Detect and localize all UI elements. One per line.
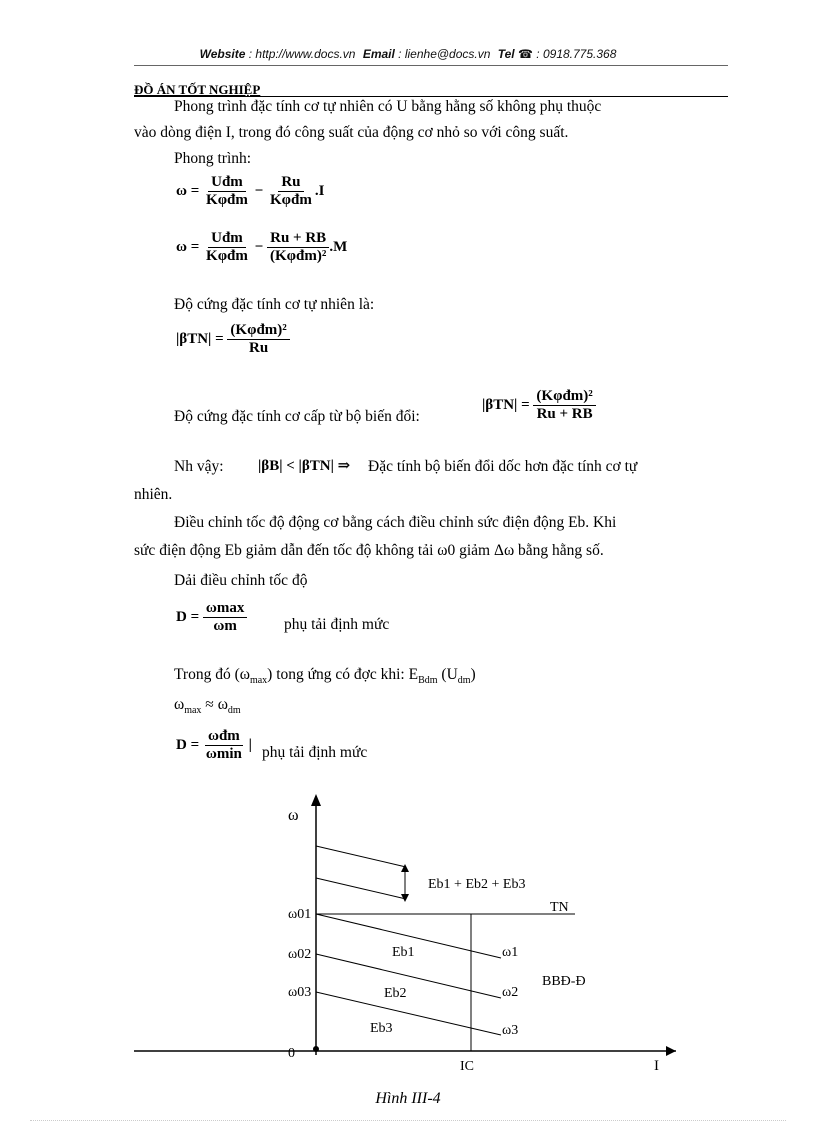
equation-d-2: D = $\frac{\text{ωđm}}{\omega\min}$ | bbox=[176, 728, 252, 762]
para-1-line-1: Phong trình đặc tính cơ tự nhiên có U bằng hằng số không phụ thuộc bbox=[174, 98, 602, 115]
equation-1: ω = $\frac{\text{Uđm}}{\text{Kφđm}}$ − $\frac{Ru}{\text{Kφđm}}$ .I bbox=[176, 174, 325, 208]
para-8-suffix: phụ tải định mức bbox=[284, 616, 390, 633]
email-label: Email bbox=[362, 47, 395, 61]
w3-label: ω3 bbox=[502, 1023, 519, 1038]
doc-title: ĐỒ ÁN TỐT NGHIỆP bbox=[134, 82, 261, 97]
upper-line-1 bbox=[316, 846, 406, 867]
footer-rule bbox=[30, 1120, 786, 1121]
upper-line-2 bbox=[316, 878, 406, 899]
speed-characteristic-figure bbox=[0, 780, 816, 1090]
para-5-end: Đặc tính bộ biến đổi dốc hơn đặc tính cơ tự bbox=[368, 458, 638, 475]
w1-label: ω1 bbox=[502, 945, 519, 960]
x-axis-label: I bbox=[654, 1058, 659, 1074]
email-value[interactable]: : lienhe@docs.vn bbox=[398, 47, 491, 61]
website-label: Website bbox=[199, 47, 246, 61]
eb-sum-label: Eb1 + Eb2 + Eb3 bbox=[428, 877, 526, 892]
eb3-label: Eb3 bbox=[370, 1021, 393, 1036]
omega0-symbol: ω0 bbox=[437, 542, 456, 559]
para-3: Độ cứng đặc tính cơ tự nhiên là: bbox=[174, 296, 375, 313]
eb2-line bbox=[316, 954, 501, 998]
para-5-start: Nh vậy: bbox=[174, 458, 224, 475]
delta-arrow-up bbox=[401, 864, 409, 872]
para-10-suffix: phụ tải định mức bbox=[262, 744, 368, 761]
para-9: Trong đó $(\omega_{max})$ tong ứng có đợc khi: $E_{Bdm}$ $(U_{dm})$ bbox=[174, 666, 476, 687]
y-axis-label: ω bbox=[288, 807, 299, 824]
figure-caption: Hình III-4 bbox=[375, 1090, 441, 1107]
w03-label: ω03 bbox=[288, 985, 312, 1000]
website-url[interactable]: : http://www.docs.vn bbox=[248, 47, 356, 61]
delta-omega-symbol: Δω bbox=[493, 542, 515, 559]
phone-icon: ☎ bbox=[518, 47, 533, 61]
ic-label: IC bbox=[460, 1059, 474, 1074]
para-6-line-2: sức điện động Eb giảm dẫn đến tốc độ không tải ω0 giảm Δω bằng hằng số. bbox=[134, 542, 604, 559]
para-5-line-2: nhiên. bbox=[134, 486, 173, 503]
w01-label: ω01 bbox=[288, 907, 312, 922]
bbd-label: BBĐ-Đ bbox=[542, 974, 586, 989]
para-4: Độ cứng đặc tính cơ cấp từ bộ biến đổi: bbox=[174, 408, 420, 425]
eb1-label: Eb1 bbox=[392, 945, 415, 960]
tn-label: TN bbox=[550, 900, 569, 915]
eb2-label: Eb2 bbox=[384, 986, 407, 1001]
para-1-line-2: vào dòng điện I, trong đó công suất của động cơ nhỏ so với công suất. bbox=[134, 124, 569, 141]
origin-point bbox=[313, 1046, 319, 1052]
eb3-line bbox=[316, 992, 501, 1035]
equation-2: ω = $\frac{\text{Uđm}}{\text{Kφđm}}$ − $\frac{Ru + RB}{\text{(Kφđm)²}}$ .M bbox=[176, 230, 348, 264]
para-7: Dải điều chỉnh tốc độ bbox=[174, 572, 308, 589]
page-header bbox=[0, 47, 816, 61]
w02-label: ω02 bbox=[288, 947, 312, 962]
origin-label: 0 bbox=[288, 1046, 295, 1061]
para-10: $\omega_{max} \approx \omega_{dm}$ bbox=[174, 696, 241, 717]
y-axis-arrow bbox=[311, 794, 321, 806]
para-6-line-1: Điều chỉnh tốc độ động cơ bằng cách điều chỉnh sức điện động Eb. Khi bbox=[174, 514, 617, 531]
header-rule bbox=[134, 65, 728, 66]
tel-label: Tel bbox=[497, 47, 515, 61]
comparison-expression: |βB| < |βTN| ⇒ bbox=[258, 458, 351, 474]
tel-value: : 0918.775.368 bbox=[536, 47, 617, 61]
equation-beta-bd: |βTN| = $\frac{\text{(Kφđm)²}}{Ru + RB}$ bbox=[482, 388, 596, 423]
para-2: Phong trình: bbox=[174, 150, 252, 167]
x-axis-arrow bbox=[666, 1046, 676, 1056]
equation-beta-tn: |βTN| = $\frac{\text{(Kφđm)²}}{Ru}$ bbox=[176, 322, 290, 357]
equation-d-1: D = $\frac{\omega\max}{\omega m}$ bbox=[176, 600, 247, 635]
w2-label: ω2 bbox=[502, 985, 519, 1000]
